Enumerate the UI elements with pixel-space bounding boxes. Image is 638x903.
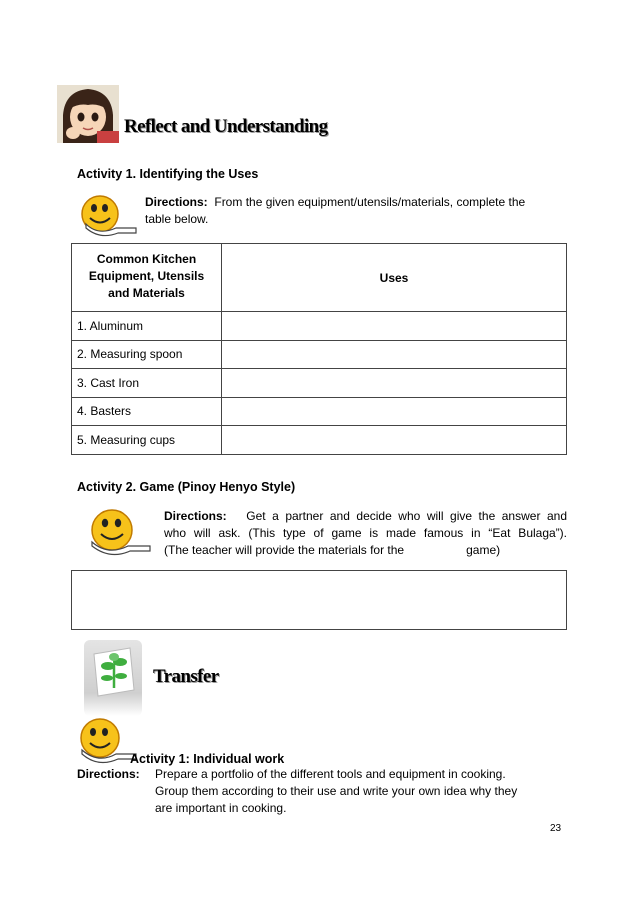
item-cell: 1. Aluminum [72,312,222,341]
item-cell: 4. Basters [72,397,222,426]
directions-text-line3b: game) [466,543,501,557]
use-cell[interactable] [222,312,567,341]
directions-text-line2: table below. [145,212,209,226]
girl-avatar-icon [57,85,119,143]
activity1-directions [145,194,565,228]
table-row [72,397,567,426]
transfer-line3: are important in cooking. [155,801,287,815]
directions-text-line2: who will ask. (This type of game is made famous in “Eat Bulaga”). [164,526,567,540]
uses-table [71,243,567,455]
header-equipment: Common Kitchen Equipment, Utensils and Materials [72,244,222,312]
directions-text-line1: Get a partner and decide who will give the answer and [246,509,567,523]
use-cell[interactable] [222,397,567,426]
item-cell: 3. Cast Iron [72,369,222,398]
use-cell[interactable] [222,369,567,398]
activity2-directions [164,508,567,559]
table-row [72,312,567,341]
header-uses: Uses [222,244,567,312]
transfer-line1: Prepare a portfolio of the different tools and equipment in cooking. [155,767,506,781]
table-header-row [72,244,567,312]
directions-text-line3a: (The teacher will provide the materials for the [164,543,405,557]
transfer-section-icon [84,640,142,716]
directions-label: Directions: [77,767,140,781]
pointing-smiley-icon [76,192,138,240]
reflect-section-title: Reflect and Understanding [124,116,328,137]
table-row [72,340,567,369]
activity1-heading: Activity 1. Identifying the Uses [77,167,259,181]
transfer-line2: Group them according to their use and write your own idea why they [155,784,518,798]
transfer-directions [77,766,567,817]
page-number: 23 [550,823,562,834]
directions-label: Directions: [164,509,227,523]
directions-text-line1: From the given equipment/utensils/materials, complete the [214,195,526,209]
pointing-smiley-icon [86,506,152,560]
table-row [72,426,567,455]
activity2-heading: Activity 2. Game (Pinoy Henyo Style) [77,480,296,494]
reflect-section-icon [57,85,119,143]
directions-label: Directions: [145,195,208,209]
use-cell[interactable] [222,340,567,369]
game-answer-box[interactable] [71,570,567,630]
transfer-activity-heading: Activity 1: Individual work [130,752,285,766]
use-cell[interactable] [222,426,567,455]
pointing-smiley-icon [76,716,138,766]
transfer-section-title: Transfer [153,666,219,687]
table-row [72,369,567,398]
item-cell: 2. Measuring spoon [72,340,222,369]
plant-card-icon [84,640,142,716]
item-cell: 5. Measuring cups [72,426,222,455]
